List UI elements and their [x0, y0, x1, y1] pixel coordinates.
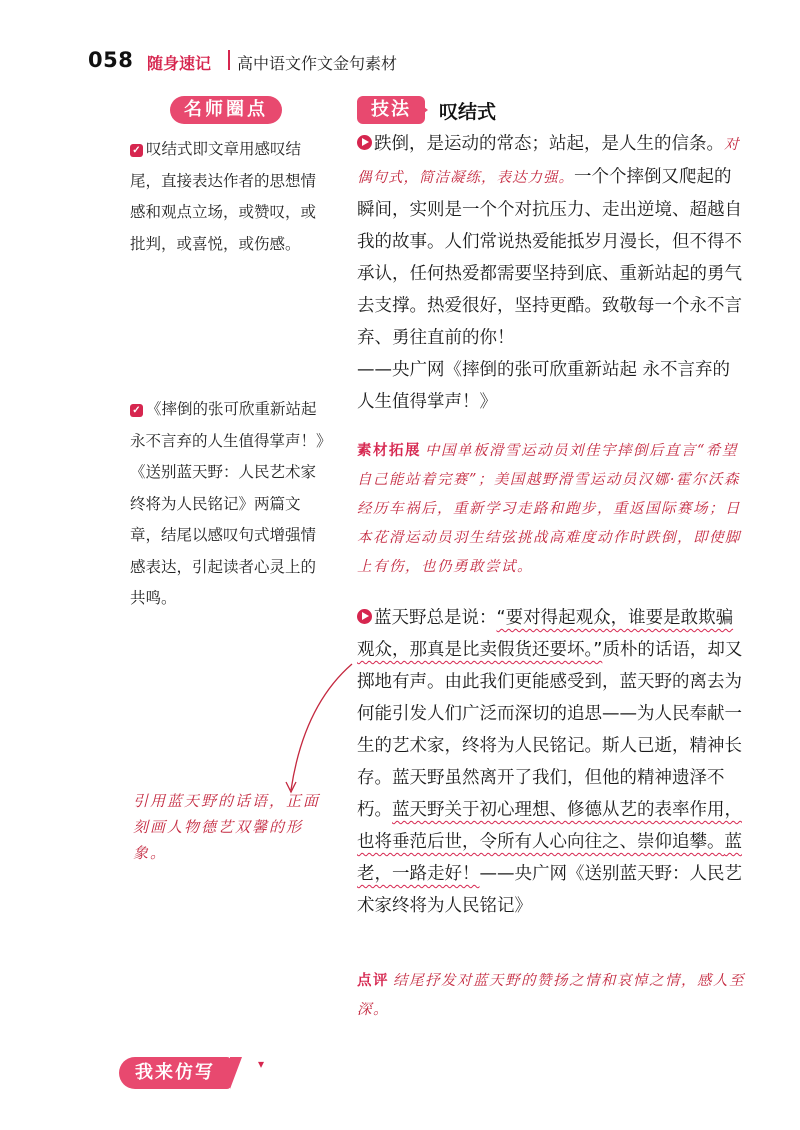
technique-arrow-icon [420, 104, 428, 116]
checkbox-icon: ✓ [130, 144, 143, 157]
comment [357, 967, 749, 1025]
example-2-quote: “要对得起观众，谁要是敢欺骗观众，那真是比卖假货还要坏。” [357, 608, 734, 660]
material-extension-text: 中国单板滑雪运动员刘佳宇摔倒后直言“希望自己能站着完赛”；美国越野滑雪运动员汉娜·霍尔沃森经历车祸后，重新学习走路和跑步，重返国际赛场；日本花滑运动员羽生结弦挑战高难度动作时跌倒，即使脚上有伤，也仍勇敢尝试。 [357, 443, 741, 575]
handwritten-annotation: 引用蓝天野的话语，正面刻画人物德艺双馨的形象。 [133, 792, 321, 862]
checkbox-icon: ✓ [130, 404, 143, 417]
play-bullet-icon [357, 135, 372, 150]
imitate-writing-badge: 我来仿写 [119, 1057, 231, 1089]
teacher-notes-badge: 名师圈点 [170, 96, 282, 124]
material-extension-tag: 素材拓展 [357, 443, 421, 459]
example-block-2 [357, 602, 747, 922]
technique-badge: 技法 [357, 96, 425, 124]
example-2-body: 质朴的话语，却又掷地有声。由此我们更能感受到，蓝天野的离去为何能引发人们广泛而深切的追思——为人民奉献一生的艺术家，终将为人民铭记。斯人已逝，精神长存。蓝天野虽然离开了我们，但他的精神遗泽不朽。 [357, 640, 743, 820]
example-1-source: ——央广网《摔倒的张可欣重新站起 永不言弃的人生值得掌声！》 [357, 360, 731, 412]
example-1-lead: 跌倒，是运动的常态；站起，是人生的信条。 [374, 134, 724, 154]
example-2-source: ——央广网《送别蓝天野：人民艺术家终将为人民铭记》 [357, 864, 742, 916]
play-bullet-icon [357, 609, 372, 624]
comment-text: 结尾抒发对蓝天野的赞扬之情和哀悼之情，感人至深。 [357, 973, 745, 1018]
decorative-mark: ▾ [258, 1057, 265, 1071]
badge-tail [230, 1057, 242, 1089]
technique-title: 叹结式 [439, 101, 497, 123]
example-2-underlined: 蓝天野关于初心理想、修德从艺的表率作用，也将垂范后世，令所有人心向往之、崇仰追攀。 [357, 800, 742, 852]
series-name: 随身速记 [147, 54, 212, 73]
teacher-note-1-text: 叹结式即文章用感叹结尾，直接表达作者的思想情感和观点立场，或赞叹，或批判，或喜悦，或伤感。 [130, 140, 317, 253]
example-2-lead: 蓝天野总是说： [374, 608, 497, 628]
page-number: 058 [88, 48, 134, 72]
teacher-note-2-text: 《摔倒的张可欣重新站起 永不言弃的人生值得掌声！》《送别蓝天野：人民艺术家终将为人民铭记》两篇文章，结尾以感叹句式增强情感表达，引起读者心灵上的共鸣。 [130, 400, 324, 607]
example-2-ending: 蓝老，一路走好！ [357, 832, 742, 884]
example-1-lead-note: 对偶句式，简洁凝练，表达力强。 [357, 137, 740, 186]
example-block-1 [357, 128, 747, 418]
comment-tag: 点评 [357, 973, 389, 989]
material-extension [357, 437, 749, 582]
book-title: 高中语文作文金句素材 [237, 54, 398, 73]
example-1-body: 一个个摔倒又爬起的瞬间，实则是一个个对抗压力、走出逆境、超越自我的故事。人们常说热爱能抵岁月漫长，但不得不承认，任何热爱都需要坚持到底、重新站起的勇气去支撑。热爱很好，坚持更酷。致敬每一个永不言弃、勇往直前的你！ [357, 167, 742, 348]
